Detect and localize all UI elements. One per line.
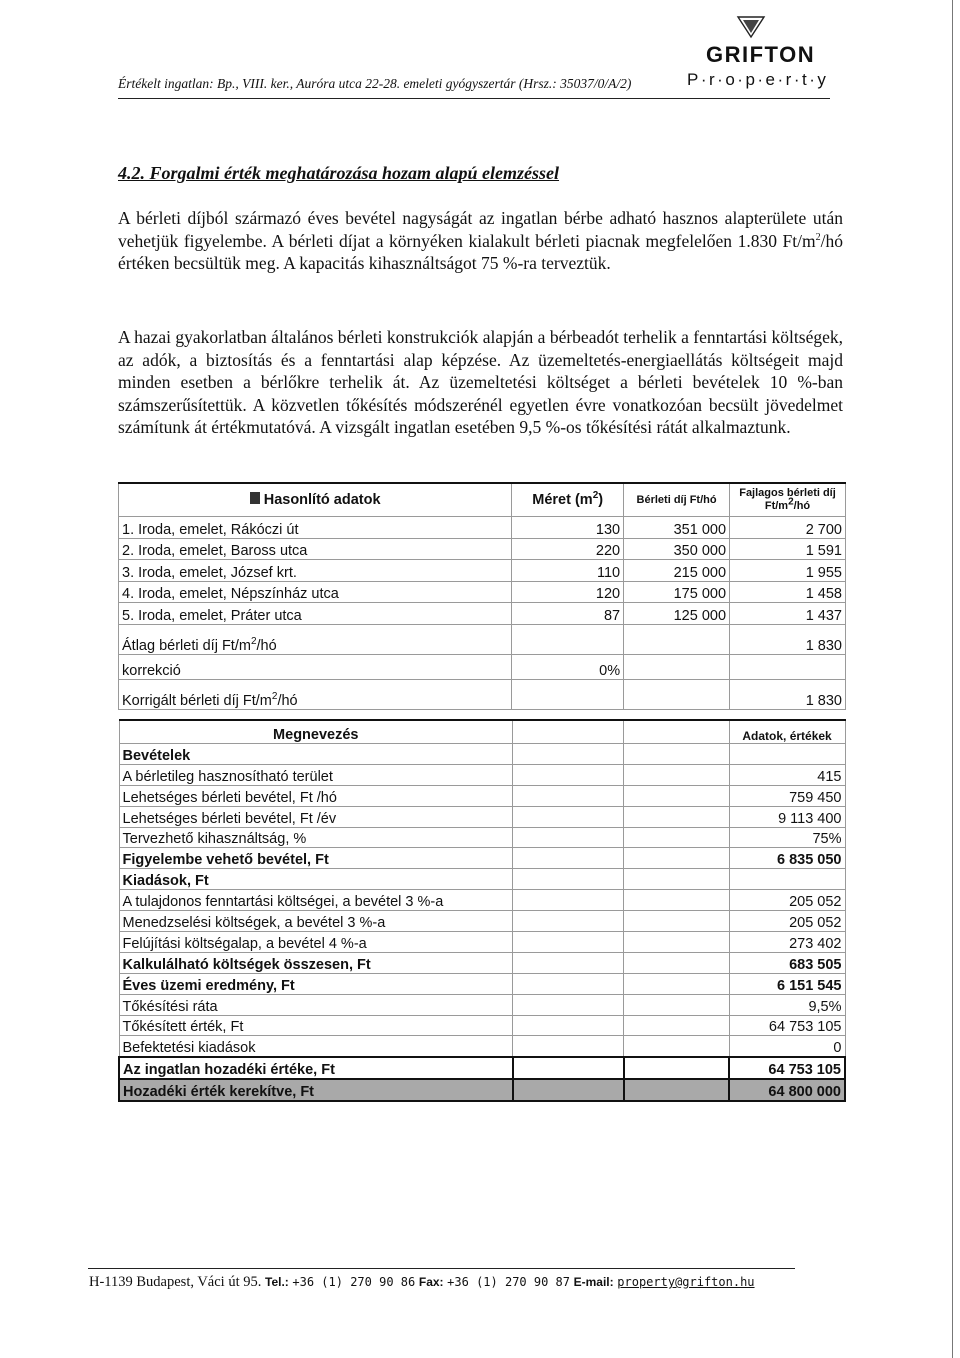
calc-label: Lehetséges bérleti bevétel, Ft /év: [119, 806, 513, 827]
table-row: [119, 1079, 845, 1101]
comparable-size: 120: [512, 581, 624, 603]
empty-cell: [624, 994, 729, 1015]
empty-cell: [624, 806, 729, 827]
calc-label: Befektetési kiadások: [119, 1036, 513, 1057]
empty-cell: [513, 952, 624, 973]
table-row: [119, 994, 845, 1015]
comparable-unit-rent: 1 458: [730, 581, 846, 603]
corrected-value: 1 830: [730, 679, 846, 709]
calc-label: A tulajdonos fenntartási költségei, a bevétel 3 %-a: [119, 890, 513, 911]
comparison-header-row: [119, 483, 846, 517]
correction-row: [119, 654, 846, 679]
footer-fax: +36 (1) 270 90 87: [447, 1275, 570, 1289]
calc-value: 273 402: [729, 932, 845, 953]
correction-label: korrekció: [119, 654, 512, 679]
table-row: [119, 973, 845, 994]
empty-cell: [624, 952, 729, 973]
table-row: [119, 538, 846, 560]
empty-cell: [513, 1015, 624, 1036]
calculation-header-row: [119, 720, 845, 744]
calc-value: 9 113 400: [729, 806, 845, 827]
calc-value: 0: [729, 1036, 845, 1057]
calc-value: 64 753 105: [729, 1015, 845, 1036]
calculation-rows: [119, 744, 845, 1102]
calc-label: Figyelembe vehető bevétel, Ft: [119, 848, 513, 869]
empty-cell: [512, 679, 624, 709]
logo-name: GRIFTON: [706, 42, 816, 67]
empty-cell: [513, 932, 624, 953]
calc-value: 64 753 105: [729, 1057, 845, 1079]
empty-cell: [513, 785, 624, 806]
table-row: [119, 848, 845, 869]
comparable-unit-rent: 2 700: [730, 517, 846, 539]
comparable-unit-rent: 1 591: [730, 538, 846, 560]
header-divider: [118, 98, 830, 99]
empty-cell: [624, 744, 729, 765]
empty-cell: [513, 848, 624, 869]
empty-cell: [624, 1057, 729, 1079]
empty-cell: [624, 1079, 729, 1101]
empty-cell: [513, 827, 624, 848]
footer-divider: [88, 1268, 795, 1269]
empty-cell: [513, 1057, 624, 1079]
empty-cell: [624, 624, 730, 654]
comparable-name: 5. Iroda, emelet, Práter utca: [119, 603, 512, 625]
footer-address: H-1139 Budapest, Váci út 95.: [89, 1274, 262, 1290]
calc-value: 205 052: [729, 890, 845, 911]
empty-cell: [513, 973, 624, 994]
calc-label: Tervezhető kihasználtság, %: [119, 827, 513, 848]
calc-label: Tőkésítési ráta: [119, 994, 513, 1015]
table-row: [119, 869, 845, 890]
empty-cell: [624, 890, 729, 911]
empty-cell: [513, 744, 624, 765]
header-values: Adatok, értékek: [729, 720, 845, 744]
empty-cell: [513, 720, 624, 744]
paragraph-text: A bérleti díjból származó éves bevétel nagyságát az ingatlan bérbe adható hasznos alapterülete után vehetjük figyelembe. A bérleti díjat a környéken kialakult bérleti piacnak megfelelően 1.830 Ft/m: [118, 208, 843, 251]
empty-cell: [513, 1036, 624, 1057]
comparable-name: 4. Iroda, emelet, Népszínház utca: [119, 581, 512, 603]
calc-label: Menedzselési költségek, a bevétel 3 %-a: [119, 911, 513, 932]
empty-cell: [513, 869, 624, 890]
paragraph-text: /hó értéken becsültük meg. A kapacitás kihasználtságot 75 %-ra terveztük.: [118, 230, 843, 273]
empty-cell: [624, 848, 729, 869]
corrected-row: [119, 679, 846, 709]
empty-cell: [624, 1015, 729, 1036]
correction-value: 0%: [512, 654, 624, 679]
empty-cell: [624, 932, 729, 953]
table-row: [119, 932, 845, 953]
average-value: 1 830: [730, 624, 846, 654]
table-row: [119, 952, 845, 973]
header-size: Méret $(m^2)$: [512, 483, 624, 517]
calc-value: 9,5%: [729, 994, 845, 1015]
footer-fax-label: Fax:: [418, 1275, 444, 1289]
calc-label: Az ingatlan hozadéki értéke, Ft: [119, 1057, 513, 1079]
calc-label: Kalkulálható költségek összesen, Ft: [119, 952, 513, 973]
header-comparison-data: Hasonlító adatok: [119, 483, 512, 517]
calc-label: Éves üzemi eredmény, Ft: [119, 973, 513, 994]
footer-email-link[interactable]: property@grifton.hu: [617, 1275, 755, 1289]
calc-value: 6 151 545: [729, 973, 845, 994]
table-row: [119, 764, 845, 785]
table-corner-icon: [250, 492, 260, 504]
empty-cell: [512, 624, 624, 654]
empty-cell: [513, 994, 624, 1015]
comparable-rent: 215 000: [624, 560, 730, 582]
table-row: [119, 806, 845, 827]
footer-tel: +36 (1) 270 90 86: [292, 1275, 416, 1289]
average-label: Átlag bérleti díj $Ft/m^2/hó$: [119, 624, 512, 654]
calc-label: Hozadéki érték kerekítve, Ft: [119, 1079, 513, 1101]
calc-value: [729, 744, 845, 765]
calc-label: Felújítási költségalap, a bevétel 4 %-a: [119, 932, 513, 953]
table-row: [119, 827, 845, 848]
calc-value: 6 835 050: [729, 848, 845, 869]
table-row: [119, 785, 845, 806]
footer-contact: [89, 1274, 755, 1291]
comparison-table: [118, 482, 846, 710]
comparable-size: 130: [512, 517, 624, 539]
comparable-size: 220: [512, 538, 624, 560]
calc-value: [729, 869, 845, 890]
empty-cell: [624, 764, 729, 785]
empty-cell: [624, 911, 729, 932]
logo-subtitle: P·r·o·p·e·r·t·y: [687, 70, 829, 89]
header-unit-rent: Fajlagos bérleti díj $Ft/m^2/hó$: [730, 483, 846, 517]
comparable-rent: 175 000: [624, 581, 730, 603]
grifton-logo-icon: [736, 15, 766, 39]
corrected-label: Korrigált bérleti díj $Ft/m^2/hó$: [119, 679, 512, 709]
empty-cell: [624, 654, 730, 679]
comparable-unit-rent: 1 437: [730, 603, 846, 625]
comparable-name: 2. Iroda, emelet, Baross utca: [119, 538, 512, 560]
comparable-name: 3. Iroda, emelet, József krt.: [119, 560, 512, 582]
table-row: [119, 517, 846, 539]
table-row: [119, 890, 845, 911]
calc-label: A bérletileg hasznosítható terület: [119, 764, 513, 785]
comparable-size: 110: [512, 560, 624, 582]
calc-value: 75%: [729, 827, 845, 848]
empty-cell: [624, 1036, 729, 1057]
footer-tel-label: Tel.:: [265, 1275, 289, 1289]
comparable-rent: 350 000: [624, 538, 730, 560]
empty-cell: [730, 654, 846, 679]
empty-cell: [624, 720, 729, 744]
empty-cell: [513, 806, 624, 827]
comparable-name: 1. Iroda, emelet, Rákóczi út: [119, 517, 512, 539]
footer-email-label: E-mail:: [573, 1275, 614, 1289]
calc-value: 683 505: [729, 952, 845, 973]
calc-value: 205 052: [729, 911, 845, 932]
empty-cell: [624, 973, 729, 994]
calc-value: 415: [729, 764, 845, 785]
empty-cell: [624, 679, 730, 709]
empty-cell: [624, 827, 729, 848]
page-edge-line: [952, 0, 953, 1358]
calc-value: 759 450: [729, 785, 845, 806]
calc-label: Kiadások, Ft: [119, 869, 513, 890]
empty-cell: [513, 1079, 624, 1101]
table-row: [119, 1036, 845, 1057]
comparable-size: 87: [512, 603, 624, 625]
calc-value: 64 800 000: [729, 1079, 845, 1101]
average-row: [119, 624, 846, 654]
superscript: 2: [815, 231, 821, 243]
calc-label: Bevételek: [119, 744, 513, 765]
empty-cell: [624, 785, 729, 806]
table-row: [119, 603, 846, 625]
empty-cell: [513, 890, 624, 911]
empty-cell: [513, 764, 624, 785]
header-description: Megnevezés: [119, 720, 513, 744]
calc-label: Tőkésített érték, Ft: [119, 1015, 513, 1036]
comparable-unit-rent: 1 955: [730, 560, 846, 582]
table-row: [119, 911, 845, 932]
table-row: [119, 744, 845, 765]
calculation-table: [118, 719, 846, 1102]
table-row: [119, 560, 846, 582]
paragraph-costs: A hazai gyakorlatban általános bérleti konstrukciók alapján a bérbeadót terhelik a fenntartási költségek, az adók, a biztosítás és a fenntartási alap képzése. Az üzemeltetés-energiaellátás költségeit majd minden esetben a bérlőkre terhelik át. Az üzemeltetési költséget a bérleti bevételek 10 %-ban számszerűsítettük. A közvetlen tőkésítés módszerénél egyetlen évre vonatkozóan becsült jövedelmet számítunk át értékmutatóvá. A vizsgált ingatlan esetében 9,5 %-os tőkésítési rátát alkalmaztunk.: [118, 327, 843, 437]
empty-cell: [624, 869, 729, 890]
table-row: [119, 1057, 845, 1079]
header-property-reference: Értékelt ingatlan: Bp., VIII. ker., Auróra utca 22-28. emeleti gyógyszertár (Hrsz.: 35037/0/A/2): [118, 76, 632, 91]
table-row: [119, 1015, 845, 1036]
paragraph-rental-income: [118, 207, 843, 275]
calc-label: Lehetséges bérleti bevétel, Ft /hó: [119, 785, 513, 806]
header-rent: Bérleti díj Ft/hó: [624, 483, 730, 517]
table-row: [119, 581, 846, 603]
comparable-rent: 125 000: [624, 603, 730, 625]
comparable-rent: 351 000: [624, 517, 730, 539]
empty-cell: [513, 911, 624, 932]
section-title: 4.2. Forgalmi érték meghatározása hozam alapú elemzéssel: [118, 163, 560, 183]
